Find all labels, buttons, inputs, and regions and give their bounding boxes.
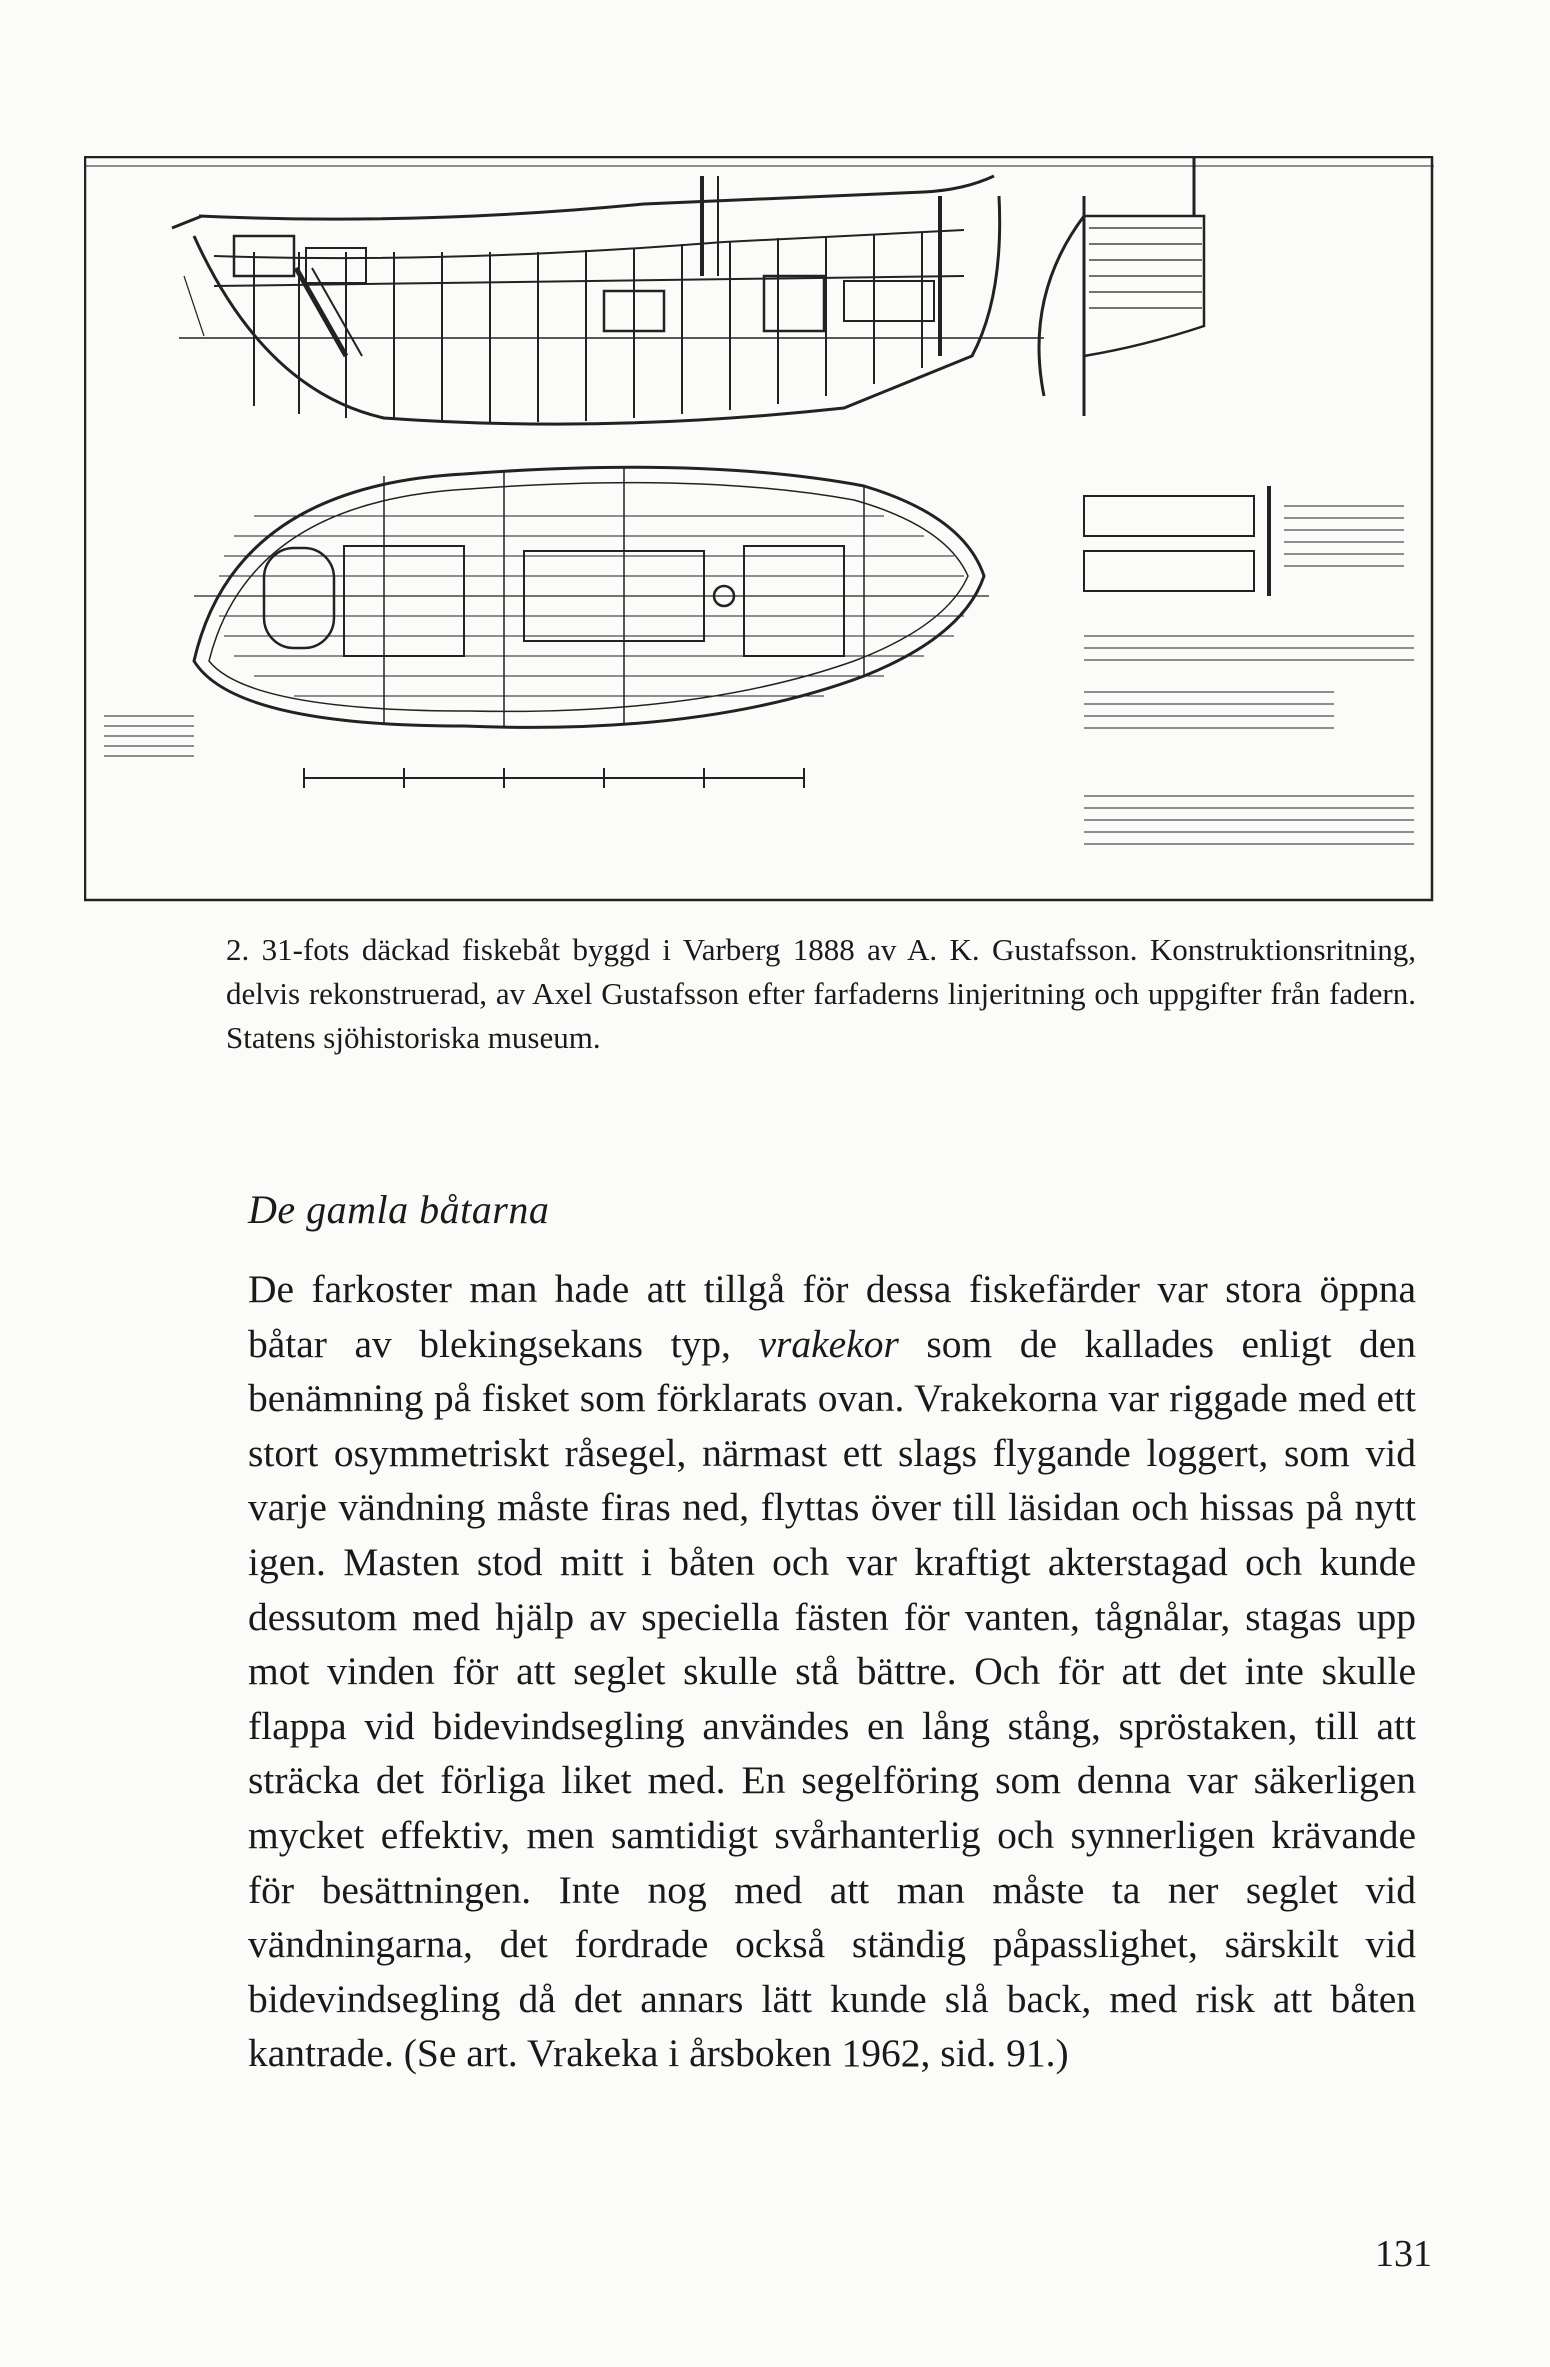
- page-number: 131: [1375, 2233, 1432, 2275]
- hull-side-profile: [172, 176, 1044, 424]
- scale-bar: [304, 768, 804, 788]
- body-paragraph: [248, 1262, 1416, 2081]
- detail-section: [1084, 486, 1404, 596]
- boat-construction-drawing: [84, 156, 1434, 902]
- title-block: [1084, 636, 1414, 844]
- body-text: [248, 1262, 1416, 2081]
- hull-end-view: [1039, 156, 1204, 416]
- body-text-part1: De farkoster man hade att tillgå för dessa fiskefärder var stora öppna båtar av blekingsekans typ,: [248, 1267, 1416, 1366]
- station-key: [104, 716, 194, 756]
- deck-plan: [194, 466, 989, 727]
- body-text-part2: som de kallades enligt den benämning på fisket som förklarats ovan. Vrakekorna var riggade med ett stort osymmetriskt råsegel, närmast ett slags flygande loggert, som vid varje vändning måste firas ned, flyttas över till läsidan och hissas på nytt igen. Masten stod mitt i båten och var kraftigt akterstagad och kunde dessutom med hjälp av speciella fästen för vanten, tågnålar, stagas upp mot vinden för att seglet skulle stå bättre. Och för att det inte skulle flappa vid bidevindsegling användes en lång stång, spröstaken, till att sträcka det förliga liket med. En segelföring som denna var säkerligen mycket effektiv, men samtidigt svårhanterlig och synnerligen krävande för besättningen. Inte nog med att man måste ta ner seglet vid vändningarna, det fordrade också ständig påpasslighet, särskilt vid bidevindsegling då det annars lätt kunde slå back, med risk att båten kantrade. (Se art. Vrakeka i årsboken 1962, sid. 91.): [248, 1321, 1416, 2076]
- figure-caption: 2. 31-fots däckad fiskebåt byggd i Varberg 1888 av A. K. Gustafsson. Konstruktionsritning, delvis rekonstruerad, av Axel Gustafsson efter farfaderns linjeritning och uppgifter från fadern. Statens sjöhistoriska museum.: [226, 932, 1416, 1055]
- body-emphasis-term: vrakekor: [758, 1321, 899, 1366]
- section-heading: De gamla båtarna: [248, 1187, 550, 1232]
